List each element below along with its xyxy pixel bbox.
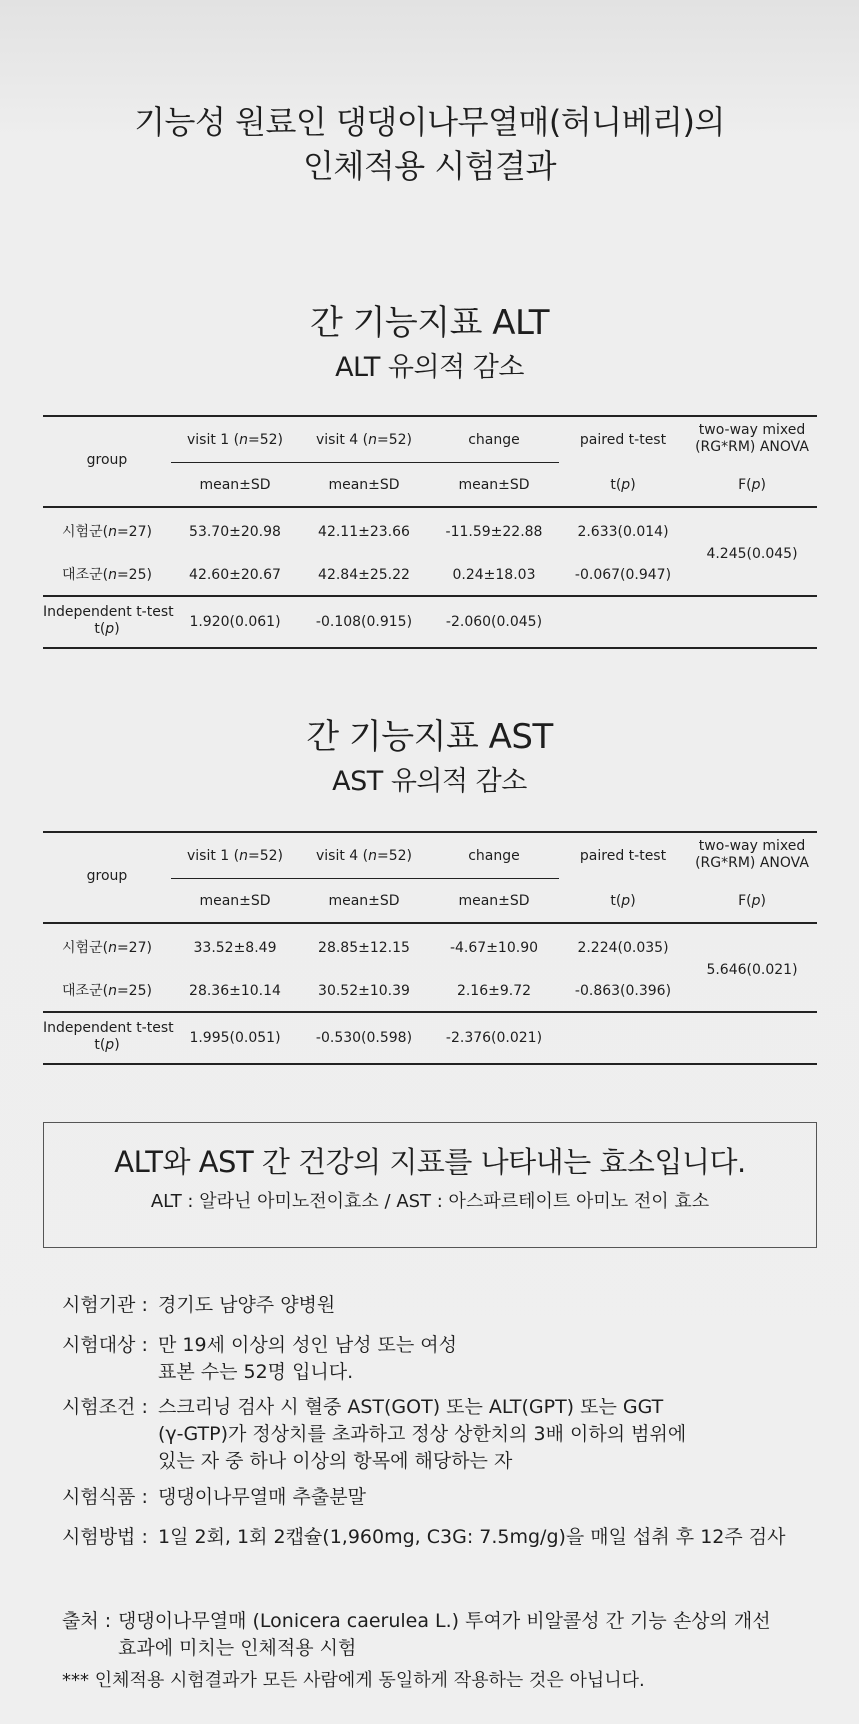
row-treatment-paired: 2.224(0.035) [577, 940, 669, 956]
header-divider [171, 462, 559, 463]
source-label: 출처 : [62, 1610, 112, 1632]
header-visit1: visit 1 (n=52) [186, 432, 283, 448]
header-meansd-visit4: mean±SD [328, 477, 400, 493]
row-control-paired: -0.863(0.396) [574, 983, 672, 999]
source-line: 효과에 미치는 인체적용 시험 [118, 1637, 357, 1659]
detail-label: 시험식품 : [62, 1486, 148, 1508]
row-control-visit1: 28.36±10.14 [189, 983, 281, 999]
header-meansd-visit4: mean±SD [328, 893, 400, 909]
anova-value: 4.245(0.045) [706, 546, 798, 562]
alt-section-subtitle: ALT 유의적 감소 [335, 352, 524, 383]
header-divider [171, 878, 559, 879]
row-treatment-change: -4.67±10.90 [449, 940, 539, 956]
detail-conditions [62, 1394, 687, 1472]
header-visit4: visit 4 (n=52) [315, 848, 412, 864]
detail-label: 시험대상 : [62, 1334, 148, 1356]
detail-label: 시험방법 : [62, 1526, 148, 1548]
ast-section-title: 간 기능지표 AST [306, 717, 553, 757]
row-treatment-group: 시험군(n=27) [62, 524, 152, 540]
header-change: change [468, 432, 520, 448]
row-independent-visit4: -0.530(0.598) [315, 1030, 413, 1046]
header-meansd-visit1: mean±SD [199, 893, 271, 909]
row-control-visit4: 30.52±10.39 [318, 983, 410, 999]
body-bottom-rule [43, 595, 817, 597]
source-citation [62, 1608, 771, 1659]
header-paired: paired t-test [579, 848, 667, 864]
header-tp: t(p) [610, 893, 636, 909]
disclaimer: *** 인체적용 시험결과가 모든 사람에게 동일하게 작용하는 것은 아닙니다. [62, 1670, 645, 1691]
detail-line: 댕댕이나무열매 추출분말 [158, 1486, 366, 1508]
detail-line: 있는 자 중 하나 이상의 항목에 해당하는 자 [158, 1450, 513, 1472]
detail-line: 스크리닝 검사 시 혈중 AST(GOT) 또는 ALT(GPT) 또는 GGT [158, 1396, 664, 1418]
ast-section-subtitle: AST 유의적 감소 [332, 766, 527, 797]
header-anova: two-way mixed (RG*RM) ANOVA [695, 838, 809, 871]
header-visit4: visit 4 (n=52) [315, 432, 412, 448]
detail-line: 만 19세 이상의 성인 남성 또는 여성 [158, 1334, 458, 1356]
detail-line: 1일 2회, 1회 2캡슐(1,960mg, C3G: 7.5mg/g)을 매일 섭취 후 12주 검사 [158, 1526, 786, 1548]
row-treatment-group: 시험군(n=27) [62, 940, 152, 956]
row-independent-label: Independent t-test t(p) [43, 1020, 174, 1053]
alt-section-title: 간 기능지표 ALT [309, 303, 550, 343]
detail-food [62, 1484, 366, 1511]
header-change: change [468, 848, 520, 864]
header-paired: paired t-test [579, 432, 667, 448]
body-bottom-rule [43, 1011, 817, 1013]
source-line: 댕댕이나무열매 (Lonicera caerulea L.) 투여가 비알콜성 간 기능 손상의 개선 [118, 1610, 771, 1632]
row-independent-visit1: 1.920(0.061) [189, 614, 281, 630]
anova-value: 5.646(0.021) [706, 962, 798, 978]
header-fp: F(p) [738, 477, 766, 493]
detail-line: 경기도 남양주 양병원 [158, 1294, 336, 1316]
row-control-visit1: 42.60±20.67 [189, 567, 281, 583]
header-fp: F(p) [738, 893, 766, 909]
page-title-line-1: 기능성 원료인 댕댕이나무열매(허니베리)의 [134, 103, 725, 141]
row-treatment-change: -11.59±22.88 [445, 524, 543, 540]
detail-subjects [62, 1332, 458, 1383]
row-control-paired: -0.067(0.947) [574, 567, 672, 583]
header-tp: t(p) [610, 477, 636, 493]
row-independent-visit4: -0.108(0.915) [315, 614, 413, 630]
row-treatment-visit4: 42.11±23.66 [318, 524, 410, 540]
row-control-group: 대조군(n=25) [62, 983, 152, 999]
row-control-group: 대조군(n=25) [62, 567, 152, 583]
header-meansd-visit1: mean±SD [199, 477, 271, 493]
row-independent-visit1: 1.995(0.051) [189, 1030, 281, 1046]
row-treatment-visit4: 28.85±12.15 [318, 940, 410, 956]
header-anova: two-way mixed (RG*RM) ANOVA [695, 422, 809, 455]
header-group: group [86, 868, 128, 884]
row-control-visit4: 42.84±25.22 [318, 567, 410, 583]
header-bottom-rule [43, 922, 817, 924]
detail-institution [62, 1292, 336, 1319]
row-control-change: 2.16±9.72 [456, 983, 532, 999]
info-box-heading: ALT와 AST 간 건강의 지표를 나타내는 효소입니다. [114, 1145, 746, 1179]
header-meansd-change: mean±SD [458, 477, 530, 493]
row-treatment-visit1: 33.52±8.49 [193, 940, 277, 956]
row-control-change: 0.24±18.03 [452, 567, 536, 583]
ast-results-table [43, 831, 817, 1065]
header-meansd-change: mean±SD [458, 893, 530, 909]
row-independent-change: -2.060(0.045) [445, 614, 543, 630]
detail-line: 표본 수는 52명 입니다. [158, 1361, 354, 1383]
info-box-definition: ALT : 알라닌 아미노전이효소 / AST : 아스파르테이트 아미노 전이 효소 [150, 1191, 710, 1212]
row-independent-label: Independent t-test t(p) [43, 604, 174, 637]
detail-line: (γ-GTP)가 정상치를 초과하고 정상 상한치의 3배 이하의 범위에 [158, 1423, 687, 1445]
row-treatment-visit1: 53.70±20.98 [189, 524, 281, 540]
row-independent-change: -2.376(0.021) [445, 1030, 543, 1046]
detail-label: 시험조건 : [62, 1396, 148, 1418]
header-group: group [86, 452, 128, 468]
page-title-line-2: 인체적용 시험결과 [303, 147, 556, 185]
header-bottom-rule [43, 506, 817, 508]
alt-results-table [43, 415, 817, 649]
page-title [0, 100, 859, 188]
header-visit1: visit 1 (n=52) [186, 848, 283, 864]
row-treatment-paired: 2.633(0.014) [577, 524, 669, 540]
detail-label: 시험기관 : [62, 1294, 148, 1316]
enzyme-info-box [43, 1122, 817, 1248]
detail-method [62, 1524, 786, 1551]
